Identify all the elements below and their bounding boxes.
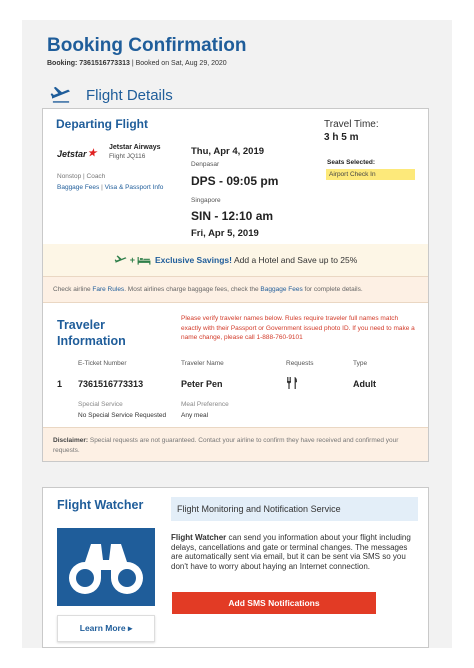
traveler-heading: Traveler Information — [57, 318, 126, 348]
fare-rules-link[interactable]: Fare Rules — [92, 286, 125, 293]
binoculars-icon — [67, 540, 145, 594]
seats-label: Seats Selected: — [327, 159, 376, 166]
promo-bold: Exclusive Savings! — [154, 255, 232, 265]
flight-number: Flight JQ116 — [109, 153, 146, 160]
flight-details-header — [50, 86, 173, 104]
col-requests: Requests — [286, 360, 314, 367]
add-sms-button[interactable]: Add SMS Notifications — [172, 592, 376, 614]
disclaimer: Disclaimer: Special requests are not guaranteed. Contact your airline to confirm they have received and confirmed your requests. — [43, 427, 428, 461]
flight-watcher-card — [42, 487, 429, 648]
airline-logo: Jetstar ★ — [57, 148, 97, 159]
learn-more-button[interactable]: Learn More ▸ — [57, 615, 155, 642]
stops-class: Nonstop | Coach — [57, 173, 106, 180]
arrive-city: Singapore — [191, 197, 221, 204]
baggage-fees-link[interactable]: Baggage Fees — [57, 184, 100, 191]
star-icon: ★ — [87, 148, 97, 159]
confirmation-sheet — [22, 20, 452, 648]
flight-links: Baggage Fees | Visa & Passport Info — [57, 184, 164, 191]
traveler-name: Peter Pen — [181, 379, 223, 389]
special-service-label: Special Service — [78, 401, 123, 408]
col-ticket: E-Ticket Number — [78, 360, 127, 367]
promo-text: Add a Hotel and Save up to 25% — [233, 255, 358, 265]
baggage-fees-note-link[interactable]: Baggage Fees — [260, 286, 303, 293]
seats-value: Airport Check In — [326, 169, 415, 180]
row-number: 1 — [57, 379, 63, 389]
depart-date: Thu, Apr 4, 2019 — [191, 146, 265, 157]
airplane-icon — [50, 86, 72, 104]
col-type: Type — [353, 360, 368, 367]
departing-flight — [43, 109, 428, 240]
flight-watcher-description: Flight Watcher can send you information about your flight including delays, cancellations and gate or terminal changes. The messages are automatically sent via email, but it can be sent via SMS so you don't have to worry about haying an Internet connection. — [171, 533, 411, 571]
flight-card — [42, 108, 429, 462]
section-title: Flight Details — [86, 86, 173, 104]
travel-time-label: Travel Time: — [324, 119, 379, 130]
airline-name: Jetstar Airways — [109, 144, 161, 151]
airplane-icon — [114, 255, 128, 266]
ticket-number: 7361516773313 — [78, 379, 144, 389]
binoculars-image — [57, 528, 155, 606]
hotel-promo-banner[interactable]: + Exclusive Savings! Add a Hotel and Save up to 25% — [43, 244, 428, 276]
flight-watcher-band: Flight Monitoring and Notification Service — [171, 497, 418, 521]
traveler-type: Adult — [353, 379, 376, 389]
arrive-time: SIN - 12:10 am — [191, 209, 274, 223]
col-name: Traveler Name — [181, 360, 224, 367]
depart-time: DPS - 09:05 pm — [191, 174, 279, 188]
name-warning: Please verify traveler names below. Rules require traveler full names match exactly with their Passport or Government issued photo ID. If you need to make a name change, please call 1-888-760-9101 — [181, 315, 415, 341]
booking-number: Booking: 7361516773313 — [47, 60, 130, 67]
booking-info: Booking: 7361516773313 | Booked on Sat, Aug 29, 2020 — [47, 60, 227, 67]
special-service-value: No Special Service Requested — [78, 412, 167, 419]
visa-passport-link[interactable]: Visa & Passport Info — [104, 184, 164, 191]
depart-city: Denpasar — [191, 161, 220, 168]
fork-knife-icon — [286, 377, 298, 389]
page-title: Booking Confirmation — [47, 35, 247, 56]
booked-date: Booked on Sat, Aug 29, 2020 — [135, 60, 227, 67]
meal-value: Any meal — [181, 412, 209, 419]
traveler-information — [43, 303, 428, 427]
travel-time-value: 3 h 5 m — [324, 132, 359, 143]
flight-watcher-title: Flight Watcher — [57, 498, 144, 512]
fare-rules-note: Check airline Fare Rules. Most airlines charge baggage fees, check the Baggage Fees for complete details. — [43, 276, 428, 303]
departing-flight-heading: Departing Flight — [56, 117, 148, 131]
bed-icon — [137, 255, 151, 266]
meal-label: Meal Preference — [181, 401, 229, 408]
arrive-date: Fri, Apr 5, 2019 — [191, 228, 259, 239]
